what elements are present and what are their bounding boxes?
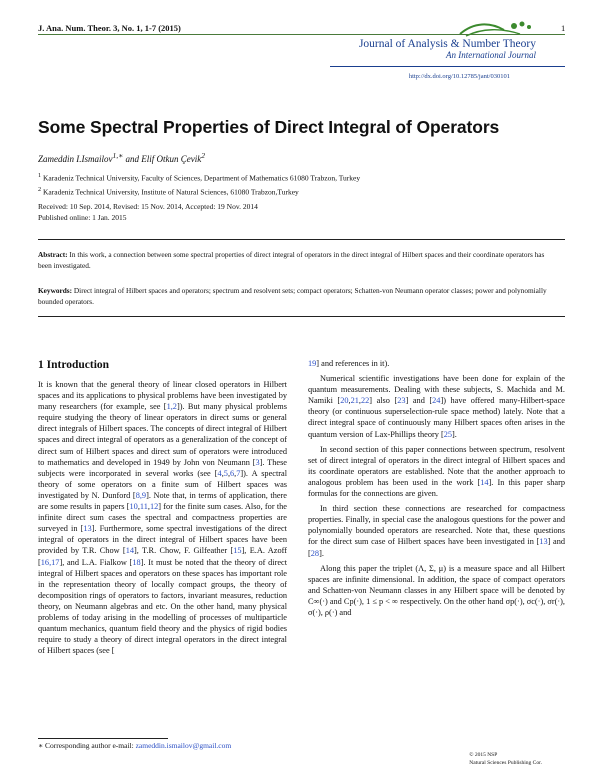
citation-link[interactable]: 13 xyxy=(83,524,92,534)
citation-link[interactable]: 10 xyxy=(129,502,138,512)
abstract-text: In this work, a connection between some spectral properties of direct integral of operators in the direct integral of Hilbert spaces and their coordinate operators has been investigated. xyxy=(38,250,545,270)
affiliations xyxy=(38,170,360,197)
affiliation-1-text: Karadeniz Technical University, Faculty of Sciences, Department of Mathematics 61080 Trabzon, Turkey xyxy=(43,173,361,183)
doi-link[interactable]: http://dx.doi.org/10.12785/jant/030101 xyxy=(408,73,510,80)
citation-link[interactable]: 28 xyxy=(310,548,320,558)
citation-link[interactable]: 1,2 xyxy=(166,402,177,412)
citation-link[interactable]: 15 xyxy=(233,546,242,556)
citation-link[interactable]: 22 xyxy=(360,396,370,406)
author-1: Zameddin I.Ismailov xyxy=(38,154,113,164)
citation-link[interactable]: 19 xyxy=(308,359,317,368)
abstract xyxy=(38,249,558,271)
citation-link[interactable]: 14 xyxy=(480,477,489,487)
received-dates: Received: 10 Sep. 2014, Revised: 15 Nov. 2014, Accepted: 19 Nov. 2014 xyxy=(38,202,258,211)
abstract-rule-bottom xyxy=(38,316,565,317)
citation-link[interactable]: 6 xyxy=(230,468,235,478)
affiliation-1 xyxy=(38,170,360,184)
section-heading-introduction: 1 Introduction xyxy=(38,359,110,371)
paragraph-1: It is known that the general theory of linear closed operators in Hilbert spaces and its applications to physical problems have been investigated by many researchers (for example, see [1,2]). But many physical problems require studying the theory of linear operators in direct sums or general direct integrals of Hilbert spaces. The concepts of direct integral of Hilbert spaces and direct integral of operators as a generalization of the concept of direct sum of Hilbert spaces and direct sum of operators were introduced to mathematics and developed in 1949 by John von Neumann [3]. These subjects were incorporated in several works (see [4,5,6,7]). A spectral theory of some operators on a finite sum of Hilbert spaces was investigated by N. Dunford [8,9]. Note that, in terms of application, there are some results in papers [10,11,12] for the finite sum cases. Also, for the infinite direct sum cases the spectral and compactness properties are surveyed in [13]. Furthermore, some spectral investigations of the direct integral of operators in the direct integral of Hilbert spaces have been provided by T.R. Chow [14], T.R. Chow, F. Gilfeather [15], E.A. Azoff [16,17], and L.A. Fialkow [18]. It must be noted that the theory of direct integral of Hilbert spaces and operators on these spaces has important role in the representation theory of locally compact groups, the theory of decomposition rings of operators to factors, invariant measures, reduction theory, on Neumann algebras and etc. On the other hand, many physical problems of today arising in the modelling of processes of multiparticle quantum mechanics, quantum field theory and the physics of rigid bodies require to study a theory of direct integral operators in the direct integral of Hilbert spaces (see [ xyxy=(38,380,288,656)
affiliation-1-num: 1 xyxy=(38,172,42,179)
paragraph-1-cont: 19] and references in it). xyxy=(308,359,390,368)
keywords-text: Direct integral of Hilbert spaces and operators; spectrum and resolvent sets; compact operators; Schatten-von Neumann operator classes; power and polynomially bounded operators. xyxy=(38,286,547,306)
journal-subtitle: An International Journal xyxy=(446,50,536,60)
citation-link[interactable]: 13 xyxy=(539,537,548,547)
paragraph-4: In third section these connections are researched for compactness properties. Finally, in special case the analogous questions for the power and polynomially bounded operators are researched. Note that, these questions for the direct sum case of Hilbert spaces have been investigated in [13] and [28]. xyxy=(308,504,565,558)
author-email-link[interactable]: zameddin.ismailov@gmail.com xyxy=(135,741,232,750)
citation-link[interactable]: 23 xyxy=(397,396,406,406)
citation-link[interactable]: 11 xyxy=(139,502,148,512)
citation-link[interactable]: 12 xyxy=(149,502,159,512)
paragraph-2: Numerical scientific investigations have been done for explain of the quantum measurements. Dealing with these subjects, S. Machida and M. Namiki [20,21,22] also [23] and [24]) have offered many-Hilbert-space theory (or continuous superselection-rule space method) lately. Note that a direct integral space of continuously many Hilbert spaces often arises in the quantum version of Lax-Phillips theory [25]. xyxy=(308,374,565,439)
author-2: and Elif Otkun Çevik xyxy=(123,154,202,164)
citation-link[interactable]: 5 xyxy=(223,468,228,478)
author-line xyxy=(38,151,205,164)
citation-link[interactable]: 18 xyxy=(132,557,141,567)
affiliation-2-text: Karadeniz Technical University, Institute of Natural Sciences, 61080 Trabzon,Turkey xyxy=(43,187,299,196)
running-head: J. Ana. Num. Theor. 3, No. 1, 1-7 (2015) xyxy=(38,23,181,33)
citation-link[interactable]: 20 xyxy=(340,396,349,406)
citation-link[interactable]: 25 xyxy=(443,429,453,439)
corresponding-author-footnote xyxy=(38,741,231,750)
affiliation-2 xyxy=(38,184,360,198)
publisher-line: Natural Sciences Publishing Cor. xyxy=(469,759,542,766)
footnote-rule xyxy=(38,738,168,739)
copyright-line: © 2015 NSP xyxy=(469,752,498,758)
footnote-label: ∗ Corresponding author e-mail: xyxy=(38,741,136,750)
author-1-sup: 1,∗ xyxy=(112,151,124,160)
journal-rule xyxy=(330,66,565,67)
citation-link[interactable]: 14 xyxy=(125,546,134,556)
paragraph-5: Along this paper the triplet (Λ, Σ, μ) is a measure space and all Hilbert spaces are infinite dimensional. In addition, the space of compact operators and Schatten-von Neumann classes in any Hilbert space will be denoted by C∞(·) and Cp(·), 1 ≤ p < ∞ respectively. On the other hand σp(·), σc(·), σr(·), σ(·), ρ(·) and xyxy=(308,563,565,617)
column-left xyxy=(38,379,287,660)
journal-name: Journal of Analysis & Number Theory xyxy=(358,38,536,50)
citation-link[interactable]: 4 xyxy=(217,468,222,478)
author-2-sup: 2 xyxy=(201,151,205,160)
page-number: 1 xyxy=(561,23,566,33)
citation-link[interactable]: 7 xyxy=(236,468,241,478)
keywords xyxy=(38,285,558,307)
paragraph-3: In second section of this paper connections between spectrum, resolvent set of direct integral of operators in the direct integral of Hilbert spaces and its coordinate operators are established. Note that the another approach to analogous problem has been used in the work [14]. In this paper sharp formulas for the connections are given. xyxy=(308,444,565,499)
nsp-logo-icon xyxy=(456,18,536,40)
affiliation-2-num: 2 xyxy=(38,185,42,193)
column-right xyxy=(308,358,565,622)
journal-block xyxy=(359,38,536,60)
citation-link[interactable]: 21 xyxy=(350,396,359,406)
paper-title: Some Spectral Properties of Direct Integral of Operators xyxy=(38,117,500,137)
published-date: Published online: 1 Jan. 2015 xyxy=(38,213,127,222)
citation-link[interactable]: 16,17 xyxy=(40,557,60,567)
citation-link[interactable]: 3 xyxy=(255,457,260,467)
dates xyxy=(38,201,258,223)
copyright xyxy=(469,752,542,767)
abstract-label: Abstract: xyxy=(38,250,68,259)
citation-link[interactable]: 8,9 xyxy=(135,490,147,500)
citation-link[interactable]: 24 xyxy=(432,396,441,406)
abstract-rule-top xyxy=(38,239,565,240)
keywords-label: Keywords: xyxy=(38,286,73,295)
